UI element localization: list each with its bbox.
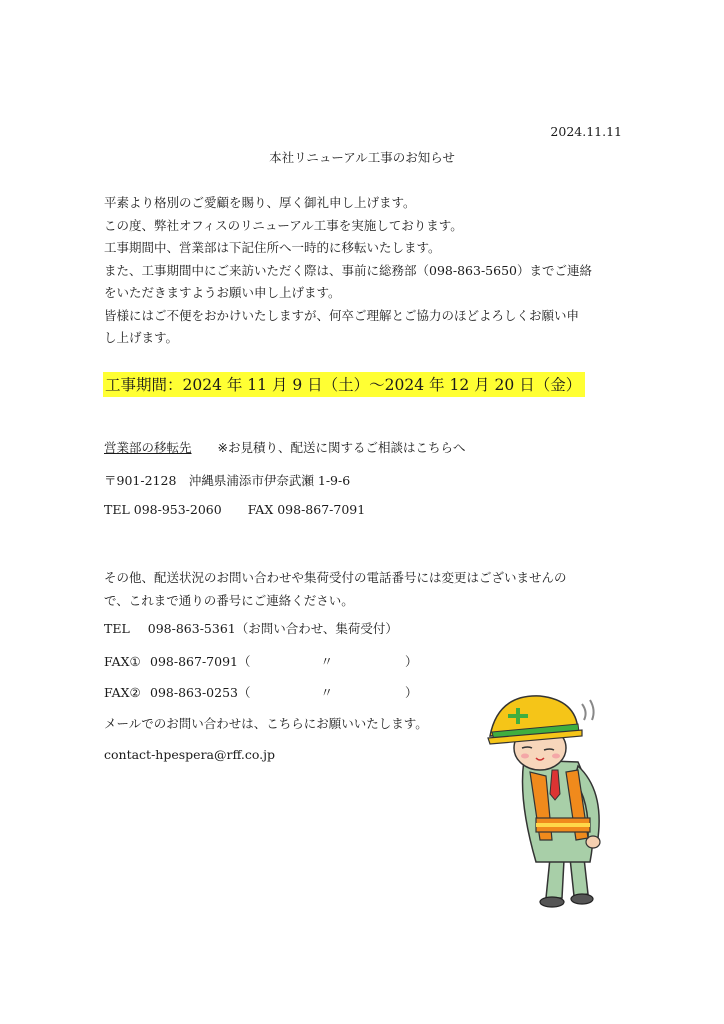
- intro-paragraph: [104, 192, 624, 350]
- contact-fax2-label: FAX②: [104, 685, 141, 700]
- branch-address: 〒901-2128 沖縄県浦添市伊奈武瀬 1-9-6: [104, 473, 351, 488]
- contact-tel-value: 098-863-5361（お問い合わせ、集荷受付）: [147, 621, 398, 636]
- other-line: その他、配送状況のお問い合わせや集荷受付の電話番号には変更はございませんの: [104, 570, 567, 585]
- branch-heading: [104, 438, 466, 456]
- contact-tel-label: TEL: [104, 621, 130, 636]
- contact-email[interactable]: contact-hpespera@rff.co.jp: [104, 747, 276, 762]
- contact-tel-row: [104, 619, 398, 637]
- notice-date: 2024.11.11: [550, 124, 622, 139]
- intro-line: この度、弊社オフィスのリニューアル工事を実施しております。: [104, 217, 463, 233]
- construction-period: 工事期間：2024 年 11 月 9 日（土）～2024 年 12 月 20 日（金）: [103, 372, 585, 397]
- contact-fax1-row: [104, 652, 418, 670]
- ditto-mark: 〃: [320, 654, 333, 669]
- intro-line: 皆様にはご不便をおかけいたしますが、何卒ご理解とご協力のほどよろしくお願い申: [104, 307, 580, 323]
- contact-fax1-value: 098-867-7091（: [150, 654, 251, 669]
- bowing-worker-illustration: [478, 690, 618, 920]
- mail-intro: メールでのお問い合わせは、こちらにお願いいたします。: [104, 716, 428, 731]
- branch-fax: FAX 098-867-7091: [247, 502, 366, 517]
- branch-contact: [104, 502, 365, 517]
- branch-label: 営業部の移転先: [104, 440, 192, 455]
- ditto-mark: 〃: [320, 685, 333, 700]
- intro-line: をいただきますようお願い申し上げます。: [104, 285, 341, 300]
- contact-fax2-value: 098-863-0253（: [150, 685, 251, 700]
- intro-line: し上げます。: [104, 330, 179, 345]
- branch-tel: TEL 098-953-2060: [104, 502, 222, 517]
- branch-note: ※お見積り、配送に関するご相談はこちらへ: [217, 440, 466, 455]
- close-paren: ）: [405, 685, 418, 700]
- close-paren: ）: [405, 654, 418, 669]
- notice-title: 本社リニューアル工事のお知らせ: [269, 150, 455, 165]
- other-paragraph: [104, 566, 567, 612]
- intro-line: 平素より格別のご愛顧を賜り、厚く御礼申し上げます。: [104, 195, 416, 210]
- contact-fax1-label: FAX①: [104, 654, 141, 669]
- other-line: で、これまで通りの番号にご連絡ください。: [104, 593, 354, 608]
- intro-line: また、工事期間中にご来訪いただく際は、事前に総務部（098-863-5650）までご連絡: [104, 262, 592, 278]
- intro-line: 工事期間中、営業部は下記住所へ一時的に移転いたします。: [104, 240, 441, 255]
- contact-fax2-row: [104, 683, 418, 701]
